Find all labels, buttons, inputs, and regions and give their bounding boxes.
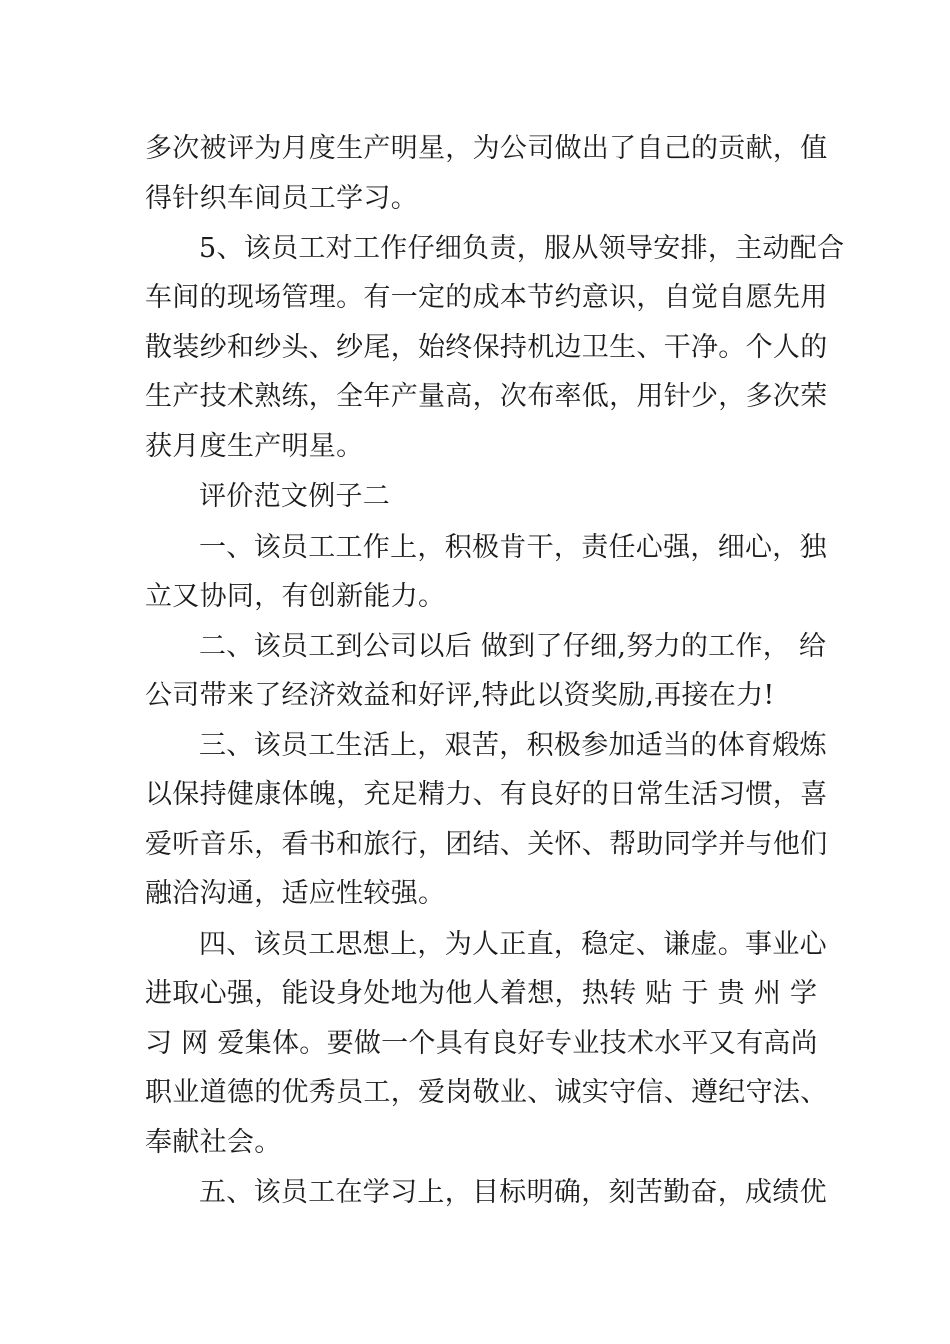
text-line: 生产技术熟练，全年产量高，次布率低，用针少，多次荣 [145,381,828,412]
text-line: 奉献社会。 [145,1127,282,1158]
text-line: 爱听音乐，看书和旅行，团结、关怀、帮助同学并与他们 [145,829,828,860]
text-line: 习 网 爱集体。要做一个具有良好专业技术水平又有高尚 [145,1028,818,1059]
paragraph-start-line: 二、该员工到公司以后 做到了仔细,努力的工作， 给 [199,631,827,662]
text-line: 多次被评为月度生产明星，为公司做出了自己的贡献，值 [145,133,828,164]
paragraph-start-line: 五、该员工在学习上，目标明确，刻苦勤奋，成绩优 [199,1177,827,1208]
text-line: 进取心强，能设身处地为他人着想，热转 贴 于 贵 州 学 [145,978,818,1009]
paragraph-start-line: 三、该员工生活上，艰苦，积极参加适当的体育煅炼 [199,730,827,761]
text-line: 立又协同，有创新能力。 [145,581,446,612]
text-line: 融洽沟通，适应性较强。 [145,878,446,909]
paragraph-start-line: 四、该员工思想上，为人正直，稳定、谦虚。事业心 [199,929,827,960]
text-line: 散装纱和纱头、纱尾，始终保持机边卫生、干净。个人的 [145,332,828,363]
paragraph-start-line: 一、该员工工作上，积极肯干，责任心强，细心，独 [199,532,827,563]
text-line: 获月度生产明星。 [145,431,364,462]
paragraph-start-line: 5、该员工对工作仔细负责，服从领导安排，主动配合 [199,233,845,264]
text-line: 公司带来了经济效益和好评,特此以资奖励,再接在力! [145,680,775,711]
text-line: 职业道德的优秀员工，爱岗敬业、诚实守信、遵纪守法、 [145,1077,828,1108]
section-heading: 评价范文例子二 [199,481,391,512]
text-line: 得针织车间员工学习。 [145,183,418,214]
text-line: 车间的现场管理。有一定的成本节约意识，自觉自愿先用 [145,282,828,313]
text-line: 以保持健康体魄，充足精力、有良好的日常生活习惯，喜 [145,779,828,810]
